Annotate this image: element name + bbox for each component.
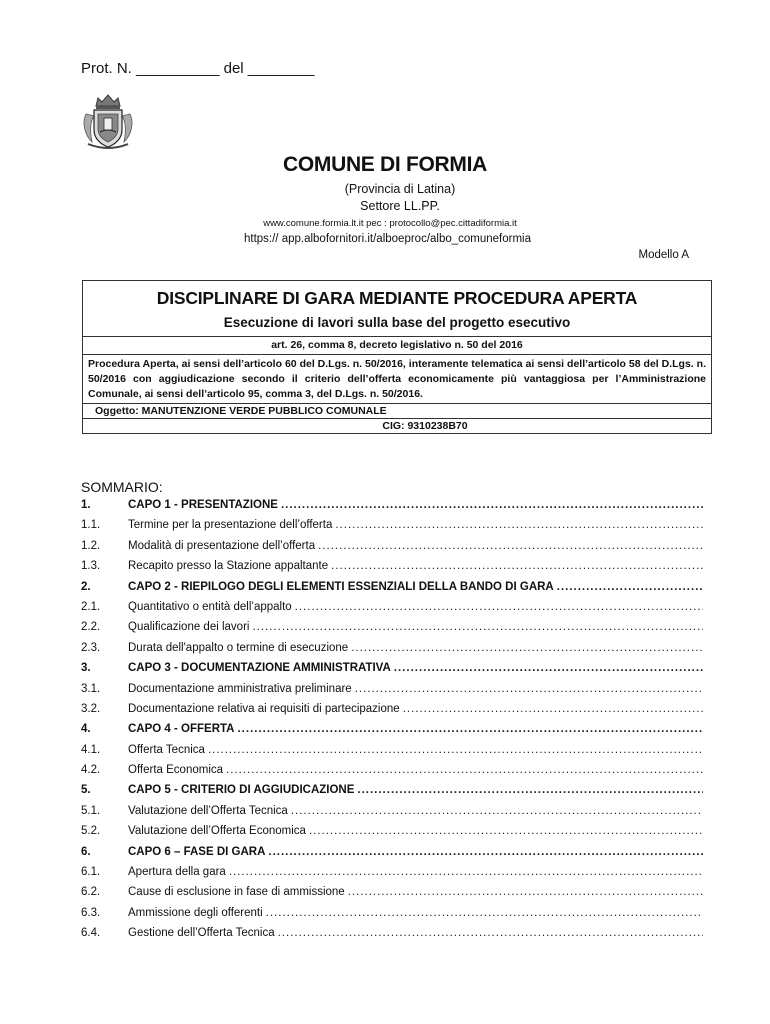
albo-link[interactable]: https:// app.albofornitori.it/alboeproc/albo_comuneformia [243,233,532,245]
toc-entry-number: 5.1. [81,804,101,817]
toc-leader-dots [348,886,703,898]
toc-entry-number: 3.1. [81,682,101,695]
settore-label: Settore LL.PP. [360,199,440,213]
toc-section-entry[interactable] [81,744,703,764]
toc-entry-number: 6.2. [81,886,101,899]
toc-entry-number: 1.3. [81,560,101,573]
toc-entry-number: 6.1. [81,866,101,879]
toc-entry-number: 6.3. [81,906,101,919]
toc-leader-dots [295,601,703,613]
toc-entry-number: 6.4. [81,927,101,940]
table-of-contents [81,499,703,948]
cig-code: CIG: 9310238B70 [382,420,468,432]
toc-chapter-entry[interactable] [81,581,703,601]
toc-chapter-entry[interactable] [81,846,703,866]
toc-entry-number: 3. [81,662,91,675]
toc-entry-title: Offerta Economica [128,764,224,777]
toc-entry-title: Modalità di presentazione dell’offerta [128,539,316,552]
toc-section-entry[interactable] [81,560,703,580]
toc-entry-number: 5. [81,784,91,797]
toc-leader-dots [291,805,703,817]
toc-entry-number: 2.3. [81,641,101,654]
procedure-description: Procedura Aperta, ai sensi dell’articolo 60 del D.Lgs. n. 50/2016, interamente telematica ai sensi dell’articolo 58 del D.Lgs. n. 50/2016 con aggiudicazione secondo il criterio dell’offerta economicamente più vantaggiosa per l’Amministrazione Comunale, ai sensi dell’articolo 95, comma 3, del D.Lgs. n. 50/2016. [83,355,711,404]
toc-chapter-entry[interactable] [81,662,703,682]
toc-entry-title: Apertura della gara [128,866,226,879]
toc-leader-dots [355,683,703,695]
toc-entry-number: 1.2. [81,539,101,552]
toc-entry-number: 4. [81,723,91,736]
toc-entry-number: 2. [81,580,91,593]
toc-section-entry[interactable] [81,825,703,845]
toc-entry-number: 4.1. [81,743,101,756]
toc-leader-dots [335,519,703,531]
toc-leader-dots [229,866,703,878]
contact-info: www.comune.formia.lt.it pec : protocollo@pec.cittadiformia.it [263,218,517,229]
toc-entry-title: Cause di esclusione in fase di ammissione [128,886,345,899]
oggetto-label: Oggetto: MANUTENZIONE VERDE PUBBLICO COMUNALE [83,404,711,419]
disciplinare-subtitle: Esecuzione di lavori sulla base del progetto esecutivo [223,315,571,330]
toc-entry-number: 1. [81,499,91,511]
toc-entry-number: 3.2. [81,702,101,715]
toc-section-entry[interactable] [81,866,703,886]
toc-leader-dots [357,784,703,796]
toc-leader-dots [252,621,703,633]
toc-section-entry[interactable] [81,601,703,621]
toc-section-entry[interactable] [81,642,703,662]
toc-entry-title: Ammissione degli offerenti [128,906,263,919]
toc-chapter-entry[interactable] [81,784,703,804]
toc-entry-title: Recapito presso la Stazione appaltante [128,560,329,573]
toc-entry-number: 5.2. [81,825,101,838]
toc-leader-dots [278,927,703,939]
legal-article: art. 26, comma 8, decreto legislativo n. 50 del 2016 [83,337,711,355]
toc-entry-title: CAPO 5 - CRITERIO DI AGGIUDICAZIONE [128,784,355,797]
toc-section-entry[interactable] [81,907,703,927]
toc-entry-title: Valutazione dell’Offerta Economica [128,825,306,838]
toc-entry-title: Durata dell'appalto o termine di esecuzione [128,641,349,654]
comune-title: COMUNE DI FORMIA [282,153,488,176]
toc-entry-title: CAPO 1 - PRESENTAZIONE [128,499,278,511]
toc-leader-dots [318,540,703,552]
toc-leader-dots [557,581,703,593]
toc-entry-title: Gestione dell’Offerta Tecnica [128,927,275,940]
toc-chapter-entry[interactable] [81,723,703,743]
header-box-title-section [83,281,711,337]
toc-entry-title: Valutazione dell’Offerta Tecnica [128,804,288,817]
toc-leader-dots [237,723,703,735]
toc-section-entry[interactable] [81,519,703,539]
toc-entry-title: Documentazione relativa ai requisiti di partecipazione [128,702,400,715]
toc-leader-dots [351,642,703,654]
toc-entry-title: Offerta Tecnica [128,743,205,756]
toc-section-entry[interactable] [81,927,703,947]
toc-section-entry[interactable] [81,805,703,825]
city-coat-of-arms-icon [80,92,136,150]
document-header-box [82,280,712,434]
toc-section-entry[interactable] [81,621,703,641]
toc-entry-number: 2.1. [81,600,101,613]
toc-section-entry[interactable] [81,764,703,784]
toc-leader-dots [208,744,703,756]
toc-entry-title: Termine per la presentazione dell’offerta [128,519,333,532]
toc-leader-dots [403,703,703,715]
toc-entry-title: Qualificazione dei lavori [128,621,250,634]
disciplinare-title: DISCIPLINARE DI GARA MEDIANTE PROCEDURA APERTA [156,288,638,308]
toc-leader-dots [268,846,703,858]
toc-leader-dots [281,499,703,511]
modello-label: Modello A [638,249,689,261]
toc-entry-number: 4.2. [81,764,101,777]
toc-leader-dots [226,764,703,776]
sommario-title: SOMMARIO: [81,479,163,495]
toc-section-entry[interactable] [81,683,703,703]
toc-entry-title: CAPO 2 - RIEPILOGO DEGLI ELEMENTI ESSENZIALI DELLA BANDO DI GARA [128,580,554,593]
toc-entry-title: CAPO 4 - OFFERTA [128,723,235,736]
toc-entry-number: 6. [81,845,91,858]
toc-section-entry[interactable] [81,540,703,560]
provincia-label: (Provincia di Latina) [344,182,456,196]
toc-entry-title: CAPO 3 - DOCUMENTAZIONE AMMINISTRATIVA [128,662,391,675]
toc-entry-title: Quantitativo o entità dell’appalto [128,600,292,613]
toc-section-entry[interactable] [81,703,703,723]
toc-leader-dots [266,907,703,919]
toc-entry-number: 2.2. [81,621,101,634]
protocol-number-line: Prot. N. __________ del ________ [81,60,315,77]
toc-leader-dots [309,825,703,837]
toc-entry-number: 1.1. [81,519,101,532]
toc-chapter-entry[interactable] [81,499,703,519]
toc-entry-title: CAPO 6 – FASE DI GARA [128,845,266,858]
toc-section-entry[interactable] [81,886,703,906]
toc-entry-title: Documentazione amministrativa preliminare [128,682,352,695]
toc-leader-dots [331,560,703,572]
toc-leader-dots [394,662,703,674]
